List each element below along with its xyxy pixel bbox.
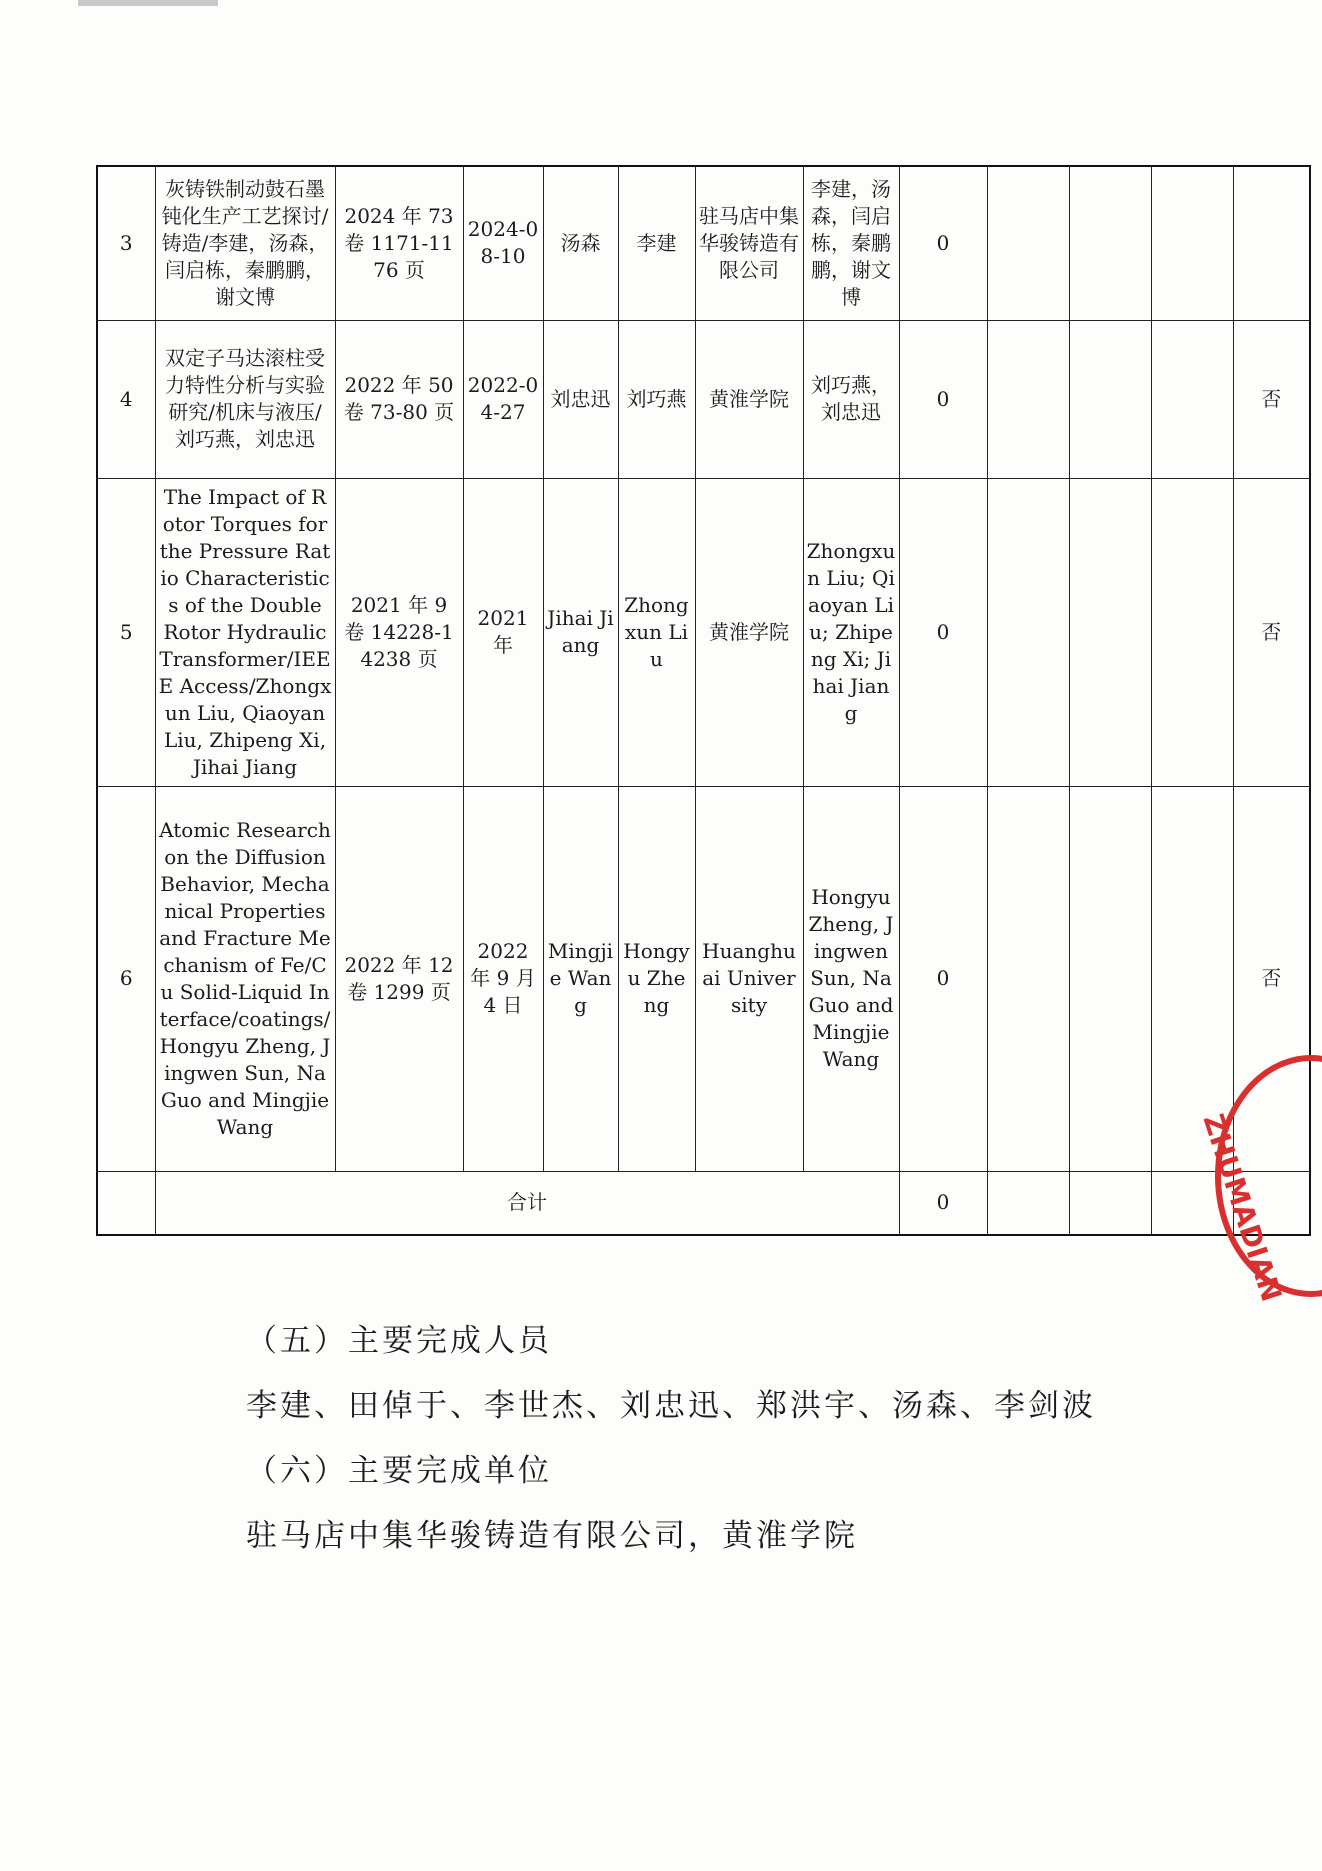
cell-date: 2022-04-27: [463, 320, 543, 478]
cell-author1: 刘忠迅: [543, 320, 618, 478]
cell-empty: [1069, 786, 1151, 1171]
cell-issue: 2024 年 73 卷 1171-1176 页: [335, 166, 463, 320]
cell-empty: [1151, 166, 1233, 320]
cell-empty: [987, 478, 1069, 786]
cell-authors: 刘巧燕，刘忠迅: [803, 320, 899, 478]
cell-no: 4: [97, 320, 155, 478]
cell-title: 灰铸铁制动鼓石墨钝化生产工艺探讨/铸造/李建，汤森，闫启栋，秦鹏鹏，谢文博: [155, 166, 335, 320]
cell-cited: 0: [899, 786, 987, 1171]
table-row: [97, 320, 1310, 478]
cell-title: Atomic Research on the Diffusion Behavior, Mechanical Properties and Fracture Mechanism of Fe/Cu Solid-Liquid Interface/coatings/Hongyu Zheng, Jingwen Sun, Na Guo and Mingjie Wang: [155, 786, 335, 1171]
cell-author1: Jihai Jiang: [543, 478, 618, 786]
cell-title: 双定子马达滚柱受力特性分析与实验研究/机床与液压/刘巧燕，刘忠迅: [155, 320, 335, 478]
cell-date: 2021 年: [463, 478, 543, 786]
table-row: [97, 478, 1310, 786]
section5-content: 李建、田倬于、李世杰、刘忠迅、郑洪宇、汤森、李剑波: [246, 1388, 1096, 1424]
cell-empty: [987, 320, 1069, 478]
cell-unit: 黄淮学院: [695, 478, 803, 786]
cell-title: The Impact of Rotor Torques for the Pressure Ratio Characteristics of the Double Rotor Hydraulic Transformer/IEEE Access/Zhongxun Liu, Qiaoyan Liu, Zhipeng Xi, Jihai Jiang: [155, 478, 335, 786]
cell-flag: [1233, 166, 1310, 320]
scan-corner-mark: [78, 0, 218, 6]
cell-date: 2024-08-10: [463, 166, 543, 320]
cell-author2: 李建: [618, 166, 695, 320]
section5-heading: （五）主要完成人员: [246, 1323, 552, 1359]
cell-no: 5: [97, 478, 155, 786]
seal-text: ZHUMADIAN: [1196, 1110, 1289, 1306]
table-row: [97, 166, 1310, 320]
cell-date: 2022 年 9 月 4 日: [463, 786, 543, 1171]
section6-heading: （六）主要完成单位: [246, 1453, 552, 1489]
total-value: 0: [899, 1171, 987, 1235]
cell-empty: [1069, 166, 1151, 320]
cell-author1: Mingjie Wang: [543, 786, 618, 1171]
cell-flag: 否: [1233, 320, 1310, 478]
cell-flag: 否: [1233, 786, 1310, 1171]
publications-table: [96, 165, 1311, 1236]
cell-cited: 0: [899, 320, 987, 478]
cell-empty: [1069, 478, 1151, 786]
cell-unit: 黄淮学院: [695, 320, 803, 478]
total-label: 合计: [155, 1171, 899, 1235]
cell-cited: 0: [899, 478, 987, 786]
cell-author2: Zhongxun Liu: [618, 478, 695, 786]
cell-issue: 2022 年 12 卷 1299 页: [335, 786, 463, 1171]
cell-empty: [97, 1171, 155, 1235]
table-row: [97, 786, 1310, 1171]
cell-authors: 李建，汤森，闫启栋，秦鹏鹏，谢文博: [803, 166, 899, 320]
achievements-table-wrap: [96, 165, 1311, 1236]
cell-flag: 否: [1233, 478, 1310, 786]
cell-issue: 2021 年 9 卷 14228-14238 页: [335, 478, 463, 786]
cell-empty: [987, 166, 1069, 320]
cell-authors: Zhongxun Liu; Qiaoyan Liu; Zhipeng Xi; Jihai Jiang: [803, 478, 899, 786]
total-row: [97, 1171, 1310, 1235]
cell-unit: Huanghuai University: [695, 786, 803, 1171]
cell-empty: [987, 1171, 1069, 1235]
cell-empty: [1069, 1171, 1151, 1235]
cell-unit: 驻马店中集华骏铸造有限公司: [695, 166, 803, 320]
cell-issue: 2022 年 50 卷 73-80 页: [335, 320, 463, 478]
cell-author2: 刘巧燕: [618, 320, 695, 478]
cell-empty: [987, 786, 1069, 1171]
cell-authors: Hongyu Zheng, Jingwen Sun, Na Guo and Mingjie Wang: [803, 786, 899, 1171]
cell-empty: [1151, 320, 1233, 478]
section6-content: 驻马店中集华骏铸造有限公司，黄淮学院: [246, 1518, 858, 1554]
cell-empty: [1069, 320, 1151, 478]
cell-author1: 汤森: [543, 166, 618, 320]
cell-empty: [1151, 478, 1233, 786]
cell-no: 6: [97, 786, 155, 1171]
cell-no: 3: [97, 166, 155, 320]
cell-author2: Hongyu Zheng: [618, 786, 695, 1171]
cell-cited: 0: [899, 166, 987, 320]
